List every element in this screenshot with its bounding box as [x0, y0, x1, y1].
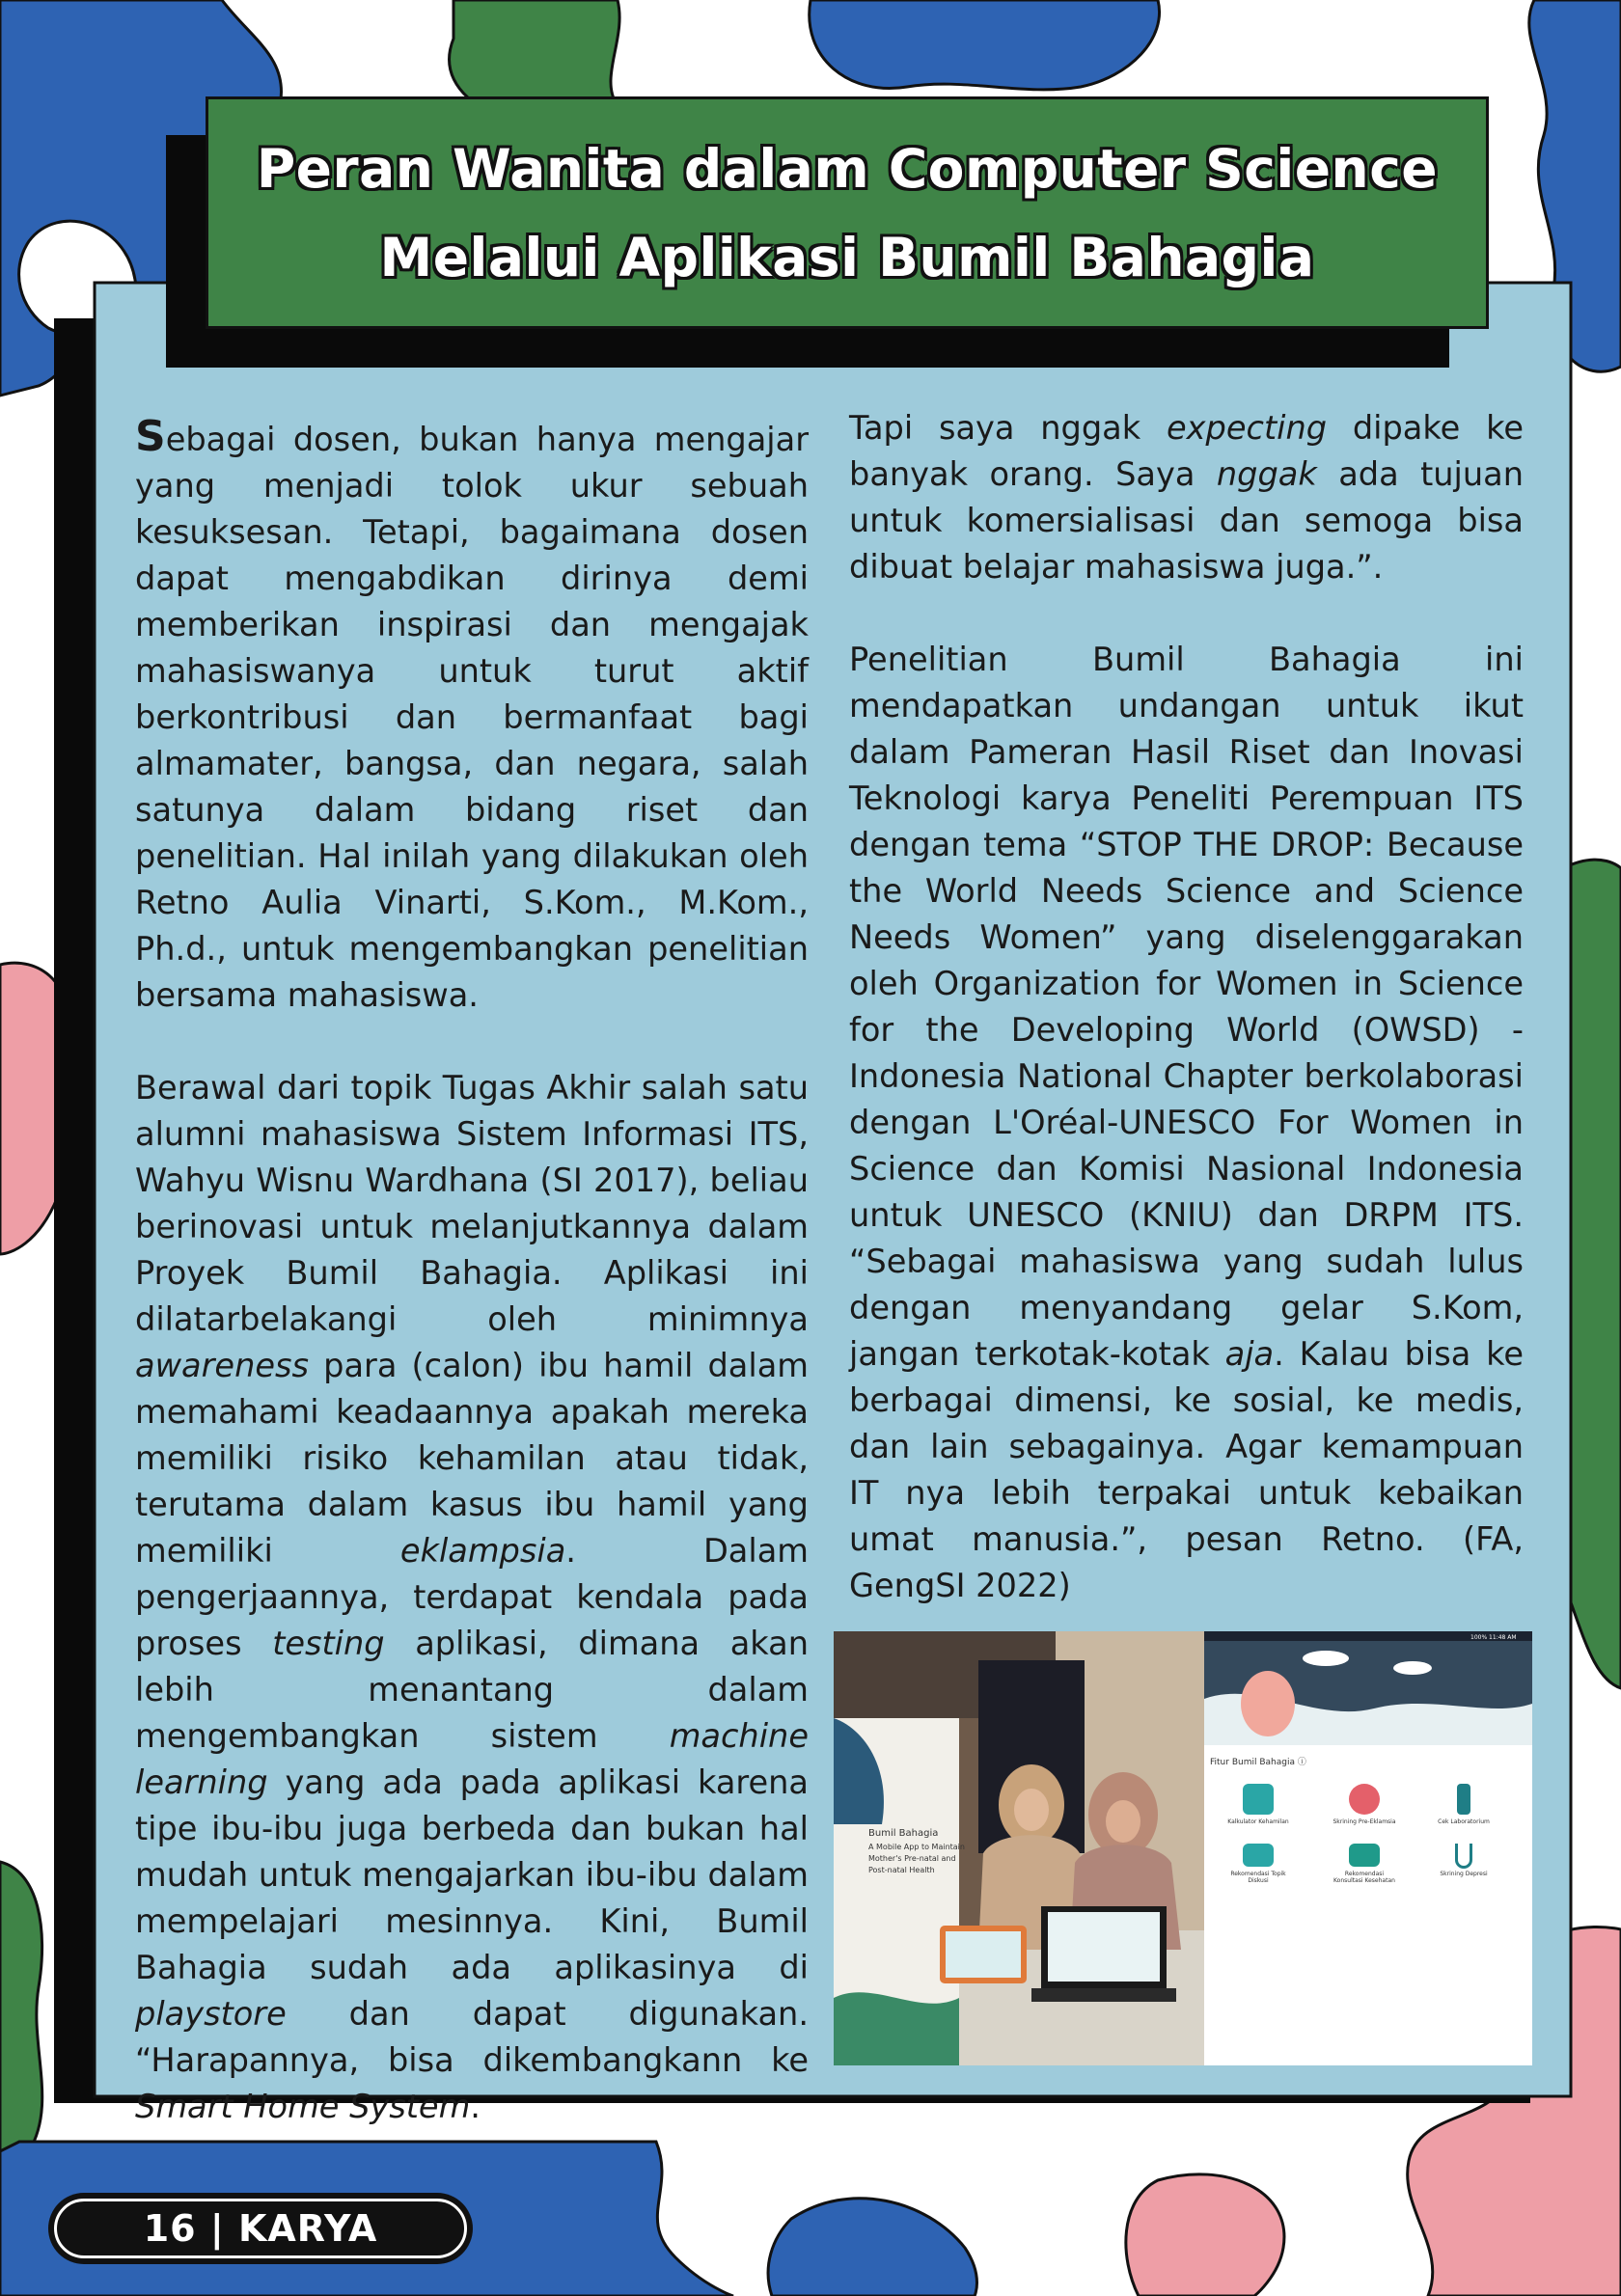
feature-label: Kalkulator Kehamilan — [1227, 1818, 1289, 1825]
person-left-face — [1014, 1789, 1049, 1831]
italic-run: playstore — [135, 1995, 287, 2033]
feature-topik-icon — [1243, 1844, 1274, 1867]
paragraph — [849, 637, 1524, 1609]
italic-run: machine learning — [135, 1717, 809, 1801]
person-right-face — [1106, 1800, 1140, 1843]
page-number-section: 16 | KARYA — [143, 2207, 378, 2250]
app-hero-cloud — [1393, 1661, 1432, 1675]
title-banner — [206, 96, 1489, 329]
paragraph-text: ebagai dosen, bukan hanya mengajar yang menjadi tolok ukur sebuah kesuksesan. Tetapi, bagaimana dosen dapat mengabdikan dirinya demi memberikan inspirasi dan mengajak mahasiswanya untuk turut aktif berkontribusi dan bermanfaat bagi almamater, bangsa, dan negara, salah satunya dalam bidang riset dan penelitian. Hal inilah yang dilakukan oleh Retno Aulia Vinarti, S.Kom., M.Kom., Ph.d., untuk mengembangkan penelitian bersama mahasiswa. — [135, 421, 809, 1014]
photo-collage — [834, 1631, 1532, 2065]
paragraph — [135, 1065, 809, 2130]
italic-run: awareness — [135, 1347, 310, 1384]
feature-lab-icon — [1457, 1784, 1470, 1815]
paragraph — [135, 414, 809, 1019]
title-line-1: Peran Wanita dalam Computer Science — [256, 137, 1439, 200]
feature-skrining-icon — [1349, 1784, 1380, 1815]
text-run: . Kalau bisa ke berbagai dimensi, ke sosial, ke medis, dan lain sebagainya. Agar kemampuan IT nya lebih terpakai untuk kebaikan umat manusia.”, pesan Retno. (FA, GengSI 2022) — [849, 1335, 1524, 1604]
text-run: . Dalam pengerjaannya, terdapat kendala pada proses — [135, 1532, 809, 1662]
app-hero-cloud — [1303, 1651, 1349, 1666]
page-footer-badge — [48, 2193, 473, 2264]
feature-label: Skrining Depresi — [1440, 1871, 1488, 1877]
text-run: Penelitian Bumil Bahagia ini mendapatkan undangan untuk ikut dalam Pameran Hasil Riset dan Inovasi Teknologi karya Peneliti Perempuan ITS dengan tema “STOP THE DROP: Because the World Needs Science and Science Needs Women” yang diselenggarakan oleh Organization for Women in Science for the Developing World (OWSD) - Indonesia National Chapter berkolaborasi dengan L'Oréal-UNESCO For Women in Science dan Komisi Nasional Indonesia untuk UNESCO (KNIU) dan DRPM ITS. “Sebagai mahasiswa yang sudah lulus dengan menyandang gelar S.Kom, jangan terkotak-kotak — [849, 641, 1524, 1373]
text-run: dan dapat digunakan. “Harapannya, bisa dikembangkann ke — [135, 1995, 809, 2079]
italic-run: expecting — [1167, 409, 1328, 447]
paragraph — [849, 405, 1524, 590]
feature-label: Rekomendasi Topik Diskusi — [1230, 1871, 1286, 1884]
blob-blue-bottom2 — [768, 2199, 976, 2296]
italic-run: eklampsia — [399, 1532, 566, 1570]
title-line-2: Melalui Aplikasi Bumil Bahagia — [379, 226, 1315, 288]
app-hero-figure — [1241, 1671, 1295, 1736]
article-column-right — [849, 405, 1524, 1609]
feature-depresi-icon — [1455, 1844, 1472, 1869]
text-run: Berawal dari topik Tugas Akhir salah satu alumni mahasiswa Sistem Informasi ITS, Wahyu Wisnu Wardhana (SI 2017), beliau berinovasi untuk melanjutkannya dalam Proyek Bumil Bahagia. Aplikasi ini dilatarbelakangi oleh minimnya — [135, 1069, 809, 1338]
banner-title: Bumil Bahagia — [868, 1828, 939, 1839]
banner-line: A Mobile App to Maintain — [868, 1843, 965, 1851]
banner-green-curve — [834, 1992, 959, 2065]
text-run: Tapi saya nggak — [849, 409, 1167, 447]
blob-blue-topright — [810, 0, 1160, 90]
text-run: . — [470, 2088, 481, 2125]
text-run: ada tujuan untuk komersialisasi dan semoga bisa dibuat belajar mahasiswa juga.”. — [849, 455, 1524, 586]
laptop-display — [1048, 1912, 1160, 1982]
text-run: dipake ke banyak orang. Saya — [849, 409, 1524, 493]
article-column-left — [135, 414, 809, 2130]
app-status-text: 100% 11:48 AM — [1470, 1634, 1517, 1641]
banner-line: Mother's Pre-natal and — [868, 1854, 956, 1863]
italic-run: testing — [272, 1625, 385, 1662]
feature-label: Rekomendasi Konsultasi Kesehatan — [1333, 1871, 1395, 1884]
text-run: yang ada pada aplikasi karena tipe ibu-ibu juga berbeda dan bukan hal mudah untuk mengajarkan ibu-ibu dalam mempelajari mesinnya. Kini, Bumil Bahagia sudah ada aplikasinya di — [135, 1763, 809, 1986]
app-feature-grid — [1204, 1774, 1532, 1909]
laptop-base — [1031, 1988, 1176, 2002]
italic-run: nggak — [1216, 455, 1317, 493]
app-section-header: Fitur Bumil Bahagia ⓘ — [1210, 1758, 1306, 1767]
blob-pink-bottom — [1126, 2174, 1284, 2296]
blob-green-left — [0, 1862, 42, 2161]
tablet-screen — [946, 1931, 1021, 1978]
drop-cap: S — [135, 412, 166, 461]
text-run: para (calon) ibu hamil dalam memahami keadaannya apakah mereka memiliki risiko kehamilan atau tidak, terutama dalam kasus ibu hamil yang memiliki — [135, 1347, 809, 1570]
text-run: aplikasi, dimana akan lebih menantang dalam mengembangkan sistem — [135, 1625, 809, 1755]
feature-label: Skrining Pre-Eklamsia — [1333, 1818, 1396, 1825]
italic-run: aja — [1224, 1335, 1275, 1373]
banner-line: Post-natal Health — [868, 1866, 935, 1874]
feature-label: Cek Laboratorium — [1438, 1818, 1490, 1825]
feature-konsultasi-icon — [1349, 1844, 1380, 1867]
italic-run: Smart Home System — [135, 2088, 471, 2125]
feature-kalkulator-icon — [1243, 1784, 1274, 1815]
